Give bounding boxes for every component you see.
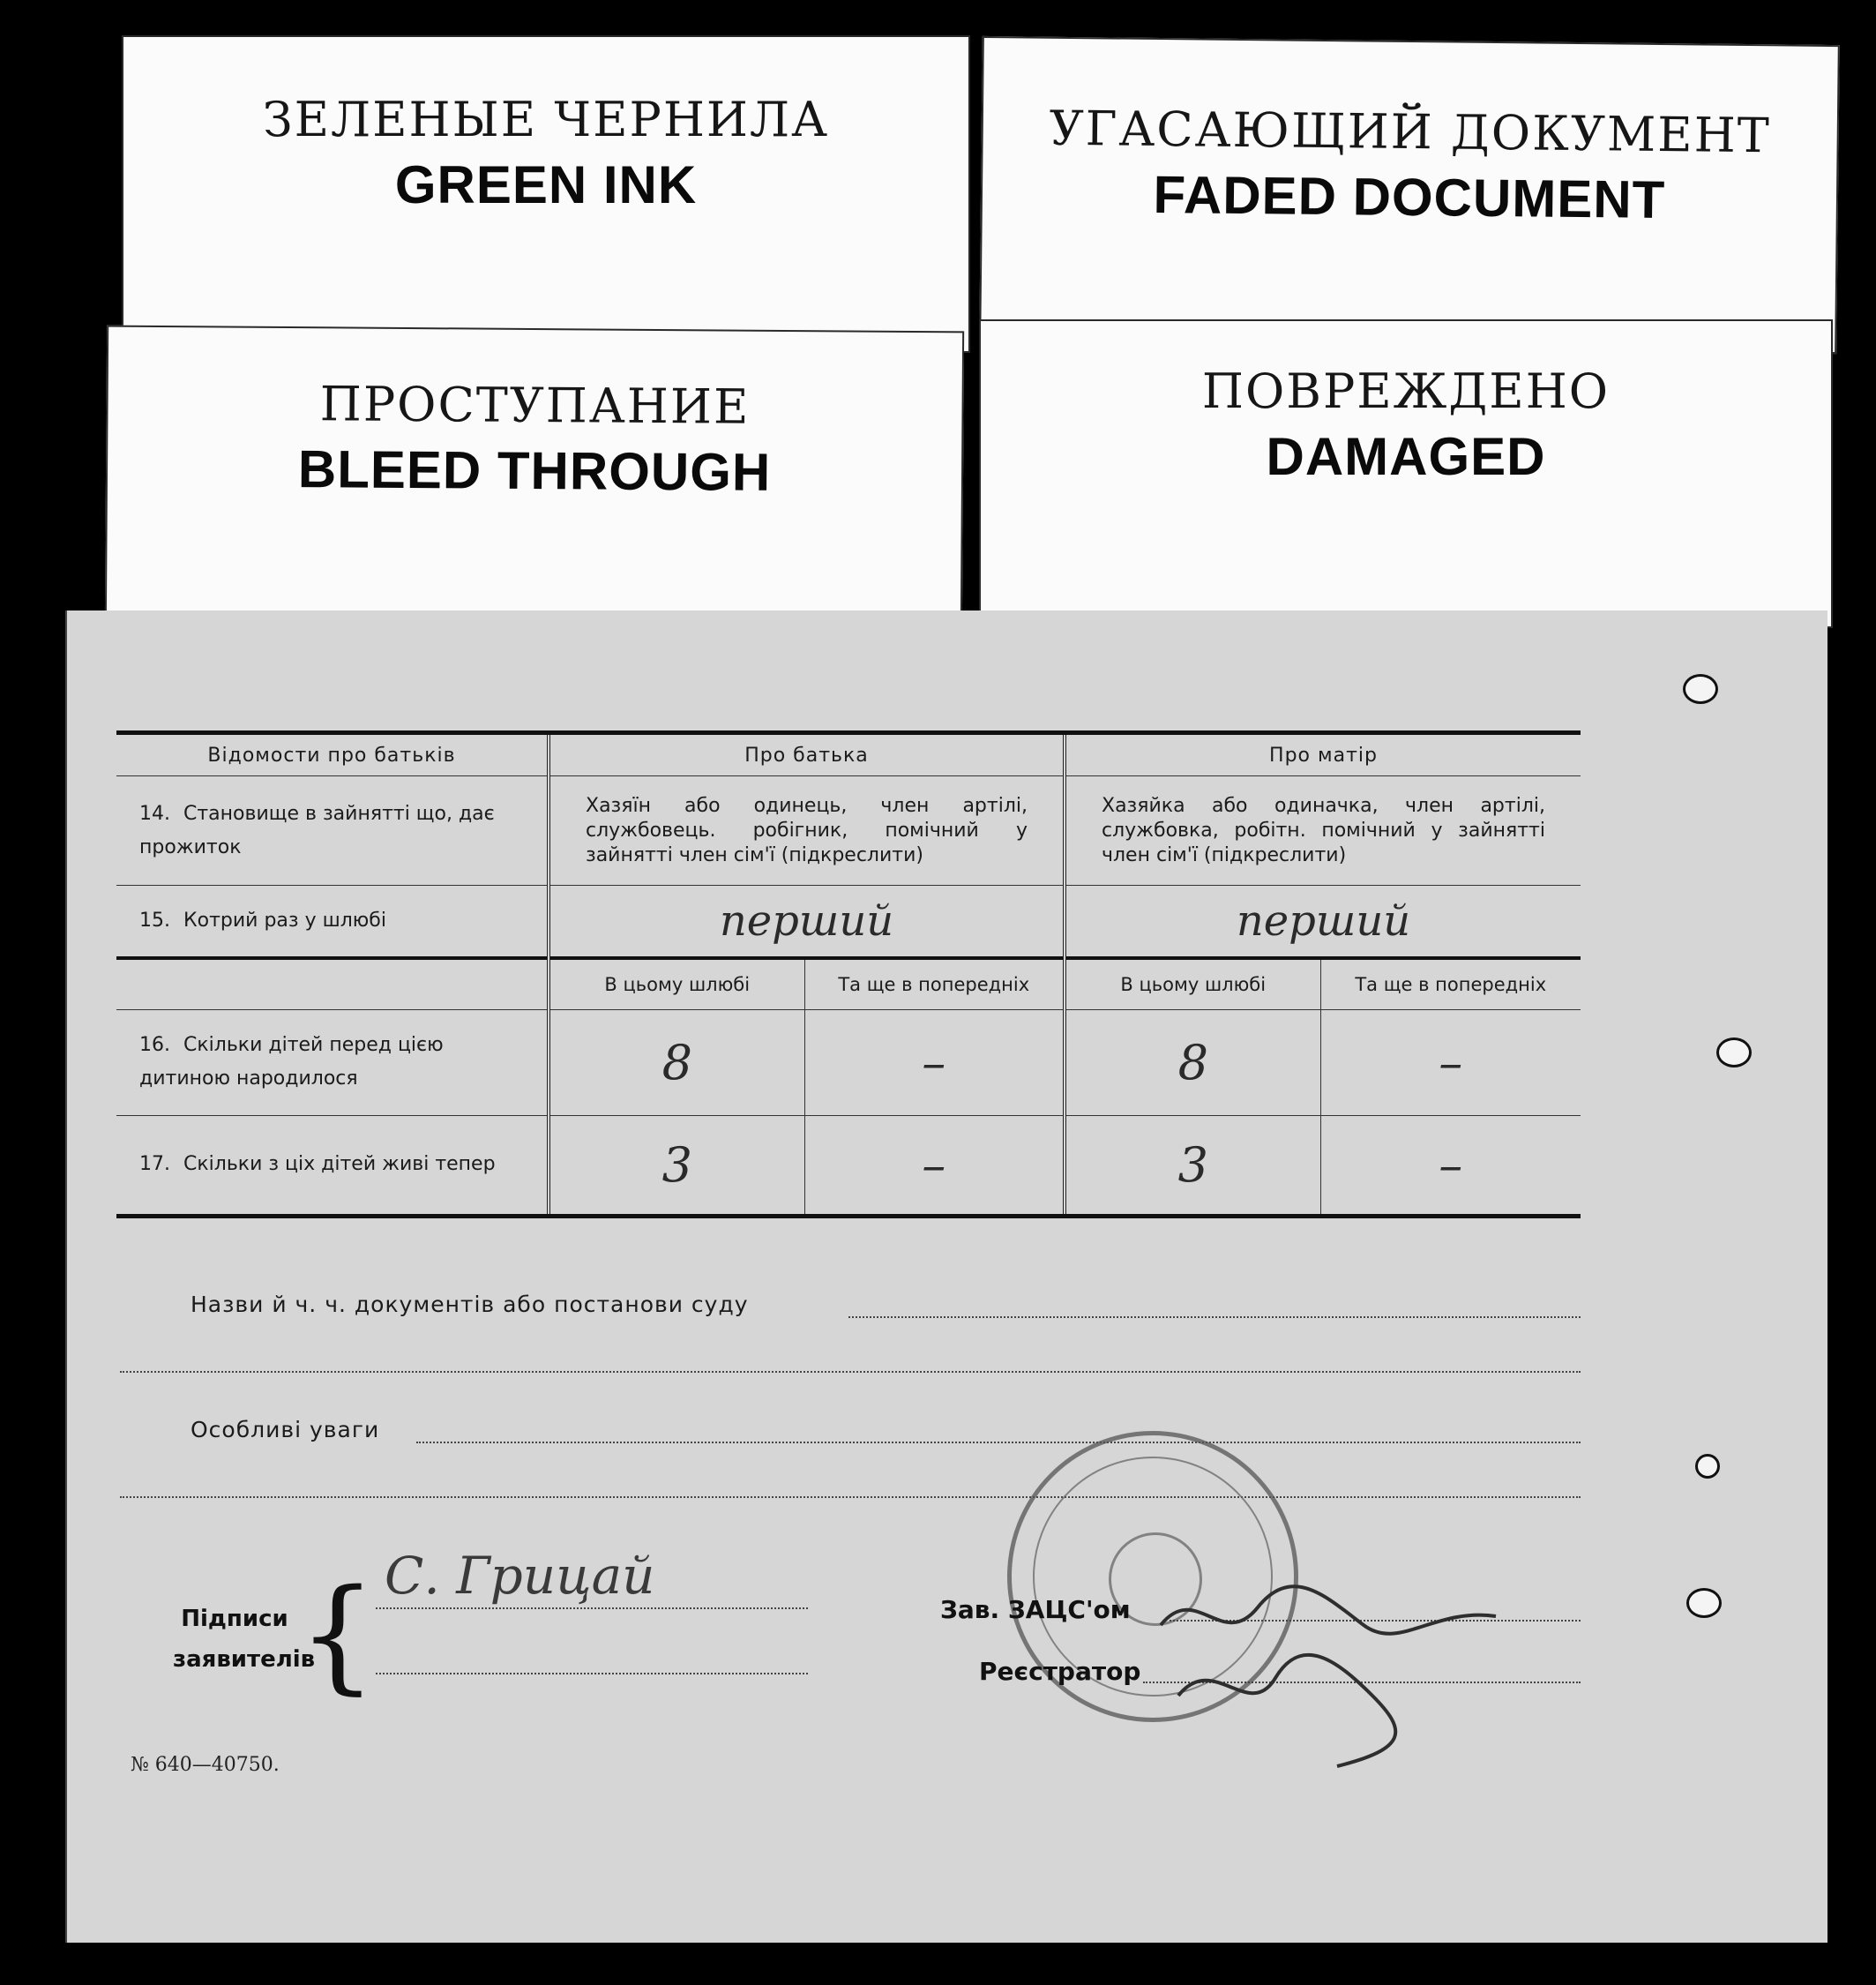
green-ink-card bbox=[122, 35, 970, 353]
header-parents-info: Відомости про батьків bbox=[116, 733, 549, 776]
punch-hole bbox=[1695, 1454, 1720, 1479]
row15-number: 15. bbox=[139, 909, 170, 932]
official-signatures-scribble bbox=[1143, 1546, 1566, 1775]
row14-father-options: Хазяїн або одинець, член артілі, службовець. робігник, помічний у зайнятті член сім'ї (підкреслити) bbox=[549, 776, 1065, 886]
row17-mother-this: 3 bbox=[1065, 1115, 1320, 1216]
row15-label-cell bbox=[116, 886, 549, 958]
row17-father-prev: – bbox=[804, 1115, 1065, 1216]
row15-label: Котрий раз у шлюбі bbox=[183, 909, 386, 932]
row14-number: 14. bbox=[139, 802, 170, 825]
registry-form-sheet bbox=[65, 610, 1827, 1943]
punch-hole bbox=[1716, 1037, 1752, 1067]
row17-father-this: 3 bbox=[549, 1115, 804, 1216]
row16-mother-prev: – bbox=[1320, 1009, 1581, 1115]
row14-label-cell bbox=[116, 776, 549, 886]
row16-mother-this: 8 bbox=[1065, 1009, 1320, 1115]
bleed-through-card bbox=[105, 326, 964, 632]
faded-document-ru: УГАСАЮЩИЙ ДОКУМЕНТ bbox=[1049, 100, 1772, 164]
row16-number: 16. bbox=[139, 1034, 170, 1056]
notes-label: Особливі уваги bbox=[191, 1417, 380, 1442]
documents-line-2 bbox=[120, 1371, 1581, 1373]
header-father: Про батька bbox=[549, 733, 1065, 776]
documents-label: Назви й ч. ч. документів або постанови суду bbox=[191, 1292, 749, 1317]
row17-label: Скільки з ціх дітей живі тепер bbox=[183, 1153, 496, 1175]
subheader-mother-this-marriage: В цьому шлюбі bbox=[1065, 958, 1320, 1010]
row16-father-prev: – bbox=[804, 1009, 1065, 1115]
green-ink-en: GREEN INK bbox=[394, 155, 698, 214]
brace-icon: { bbox=[298, 1563, 377, 1707]
row17-label-cell bbox=[116, 1115, 549, 1216]
signatures-label: Підписи заявителів bbox=[173, 1606, 316, 1673]
form-number: № 640—40750. bbox=[131, 1754, 280, 1776]
damaged-card bbox=[979, 319, 1833, 628]
notes-line bbox=[416, 1442, 1581, 1443]
row16-father-this: 8 bbox=[549, 1009, 804, 1115]
documents-line bbox=[848, 1316, 1581, 1318]
row17-mother-prev: – bbox=[1320, 1115, 1581, 1216]
subheader-father-this-marriage: В цьому шлюбі bbox=[549, 958, 804, 1010]
subheader-father-previous: Та ще в попередніх bbox=[804, 958, 1065, 1010]
punch-hole bbox=[1683, 674, 1718, 704]
subheader-mother-previous: Та ще в попередніх bbox=[1320, 958, 1581, 1010]
row14-mother-options: Хазяйка або одиначка, член артілі, службовка, робітн. помічний у зайнятті член сім'ї (підкреслити) bbox=[1065, 776, 1581, 886]
registrar-label: Реєстратор bbox=[979, 1657, 1141, 1686]
green-ink-ru: ЗЕЛЕНЫЕ ЧЕРНИЛА bbox=[263, 92, 829, 147]
applicant-signature-line-2 bbox=[376, 1673, 808, 1674]
notes-line-2 bbox=[120, 1496, 1581, 1498]
bleed-through-en: BLEED THROUGH bbox=[297, 439, 772, 502]
row14-label: Становище в зайнятті що, дає прожиток bbox=[139, 802, 495, 858]
damaged-ru: ПОВРЕЖДЕНО bbox=[1201, 363, 1611, 419]
header-mother: Про матір bbox=[1065, 733, 1581, 776]
punch-hole bbox=[1686, 1588, 1722, 1618]
row17-number: 17. bbox=[139, 1153, 170, 1175]
row16-label-cell bbox=[116, 1009, 549, 1115]
faded-document-card bbox=[979, 36, 1840, 354]
row15-mother-value: перший bbox=[1065, 886, 1581, 958]
applicant-signature-line bbox=[376, 1607, 808, 1609]
head-of-registry-label: Зав. ЗАЦС'ом bbox=[940, 1595, 1131, 1624]
faded-document-en: FADED DOCUMENT bbox=[1153, 164, 1666, 230]
bleed-through-ru: ПРОСТУПАНИЕ bbox=[319, 376, 751, 435]
subheader-blank bbox=[116, 958, 549, 1010]
damaged-en: DAMAGED bbox=[1266, 427, 1546, 486]
parents-info-table bbox=[116, 730, 1581, 1218]
row16-label: Скільки дітей перед цією дитиною народилося bbox=[139, 1034, 444, 1090]
row15-father-value: перший bbox=[549, 886, 1065, 958]
applicant-signature: С. Грицай bbox=[385, 1546, 655, 1606]
